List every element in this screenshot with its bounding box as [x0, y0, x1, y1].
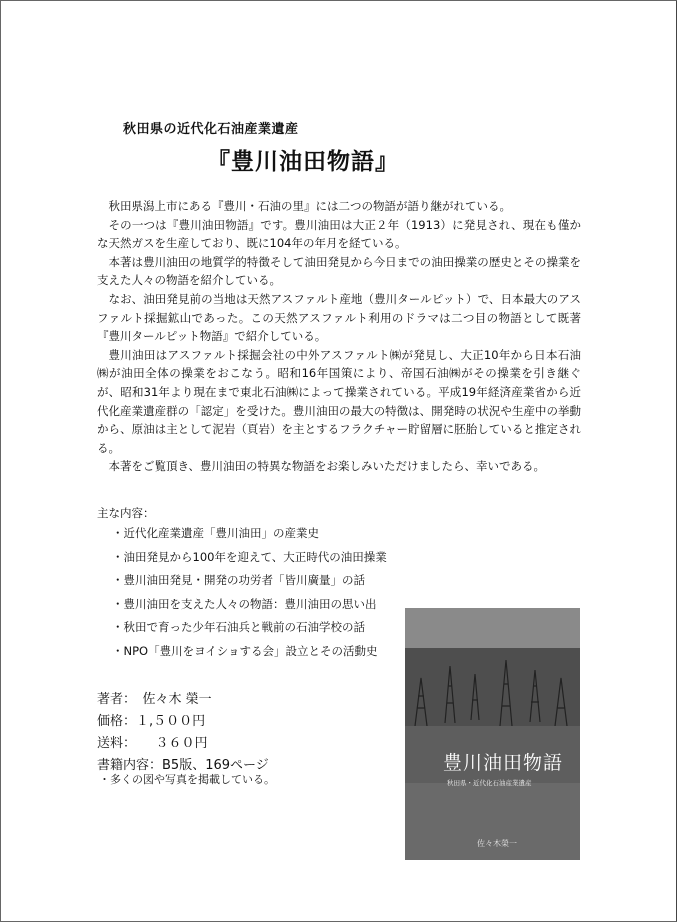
oilfield-photo — [405, 608, 580, 860]
book-info — [97, 689, 269, 777]
list-item: ・豊川油田を支えた人々の物語：豊川油田の思い出 — [112, 596, 377, 611]
author-line: 著者： 佐々木 榮一 — [97, 692, 212, 707]
description-body — [97, 197, 581, 476]
list-item: ・NPO「豊川をヨイショする会」設立とその活動史 — [112, 643, 378, 658]
contents-list — [112, 524, 387, 666]
list-item: ・豊川油田発見・開発の功労者「皆川廣量」の話 — [112, 573, 365, 588]
book-cover-image — [405, 608, 580, 860]
format-line: 書籍内容：B5版、169ページ — [97, 758, 269, 773]
paragraph: 本著は豊川油田の地質学的特徴そして油田発見から今日までの油田操業の歴史とその操業を支えた人々の物語を紹介している。 — [97, 254, 581, 288]
paragraph: その一つは『豊川油田物語』です。豊川油田は大正２年（1913）に発見され、現在も僅かな天然ガスを生産しており、既に104年の年月を経ている。 — [97, 217, 581, 251]
paragraph: なお、油田発見前の当地は天然アスファルト産地（豊川タールピット）で、日本最大のアスファルト採掘鉱山であった。この天然アスファルト利用のドラマは二つ目の物語として既著『豊川タールピット物語』で紹介している。 — [97, 291, 581, 344]
page-title: 『豊川油田物語』 — [207, 149, 399, 175]
cover-author: 佐々木榮一 — [477, 839, 517, 848]
paragraph: 豊川油田はアスファルト採掘会社の中外アスファルト㈱が発見し、大正10年から日本石油㈱が油田全体の操業をおこなう。昭和16年国策により、帝国石油㈱がその操業を引き継ぐが、昭和31年より現在まで東北石油㈱によって操業されている。平成19年経済産業省から近代化産業遺産群の「認定」を受けた。豊川油田の最大の特徴は、開発時の状況や生産中の挙動から、原油は主として泥岩（頁岩）を主とするフラクチャー貯留層に胚胎していると推定される。 — [97, 347, 581, 455]
contents-heading: 主な内容： — [97, 506, 155, 520]
list-item: ・秋田で育った少年石油兵と戦前の石油学校の話 — [112, 620, 365, 635]
cover-title: 豊川油田物語 — [443, 752, 564, 774]
paragraph: 秋田県潟上市にある『豊川・石油の里』には二つの物語が語り継がれている。 — [108, 199, 511, 213]
paragraph: 本著をご覧頂き、豊川油田の特異な物語をお楽しみいただけましたら、幸いである。 — [108, 459, 546, 474]
page-subtitle: 秋田県の近代化石油産業遺産 — [123, 122, 299, 137]
cover-subtitle: 秋田県・近代化石油産業遺産 — [447, 779, 532, 787]
list-item: ・近代化産業遺産「豊川油田」の産業史 — [112, 526, 319, 540]
list-item: ・油田発見から100年を迎えて、大正時代の油田操業 — [112, 549, 387, 564]
price-line: 価格：１,５００円 — [97, 714, 206, 729]
info-note: ・多くの図や写真を掲載している。 — [99, 773, 275, 786]
shipping-line: 送料： ３６０円 — [97, 736, 208, 751]
